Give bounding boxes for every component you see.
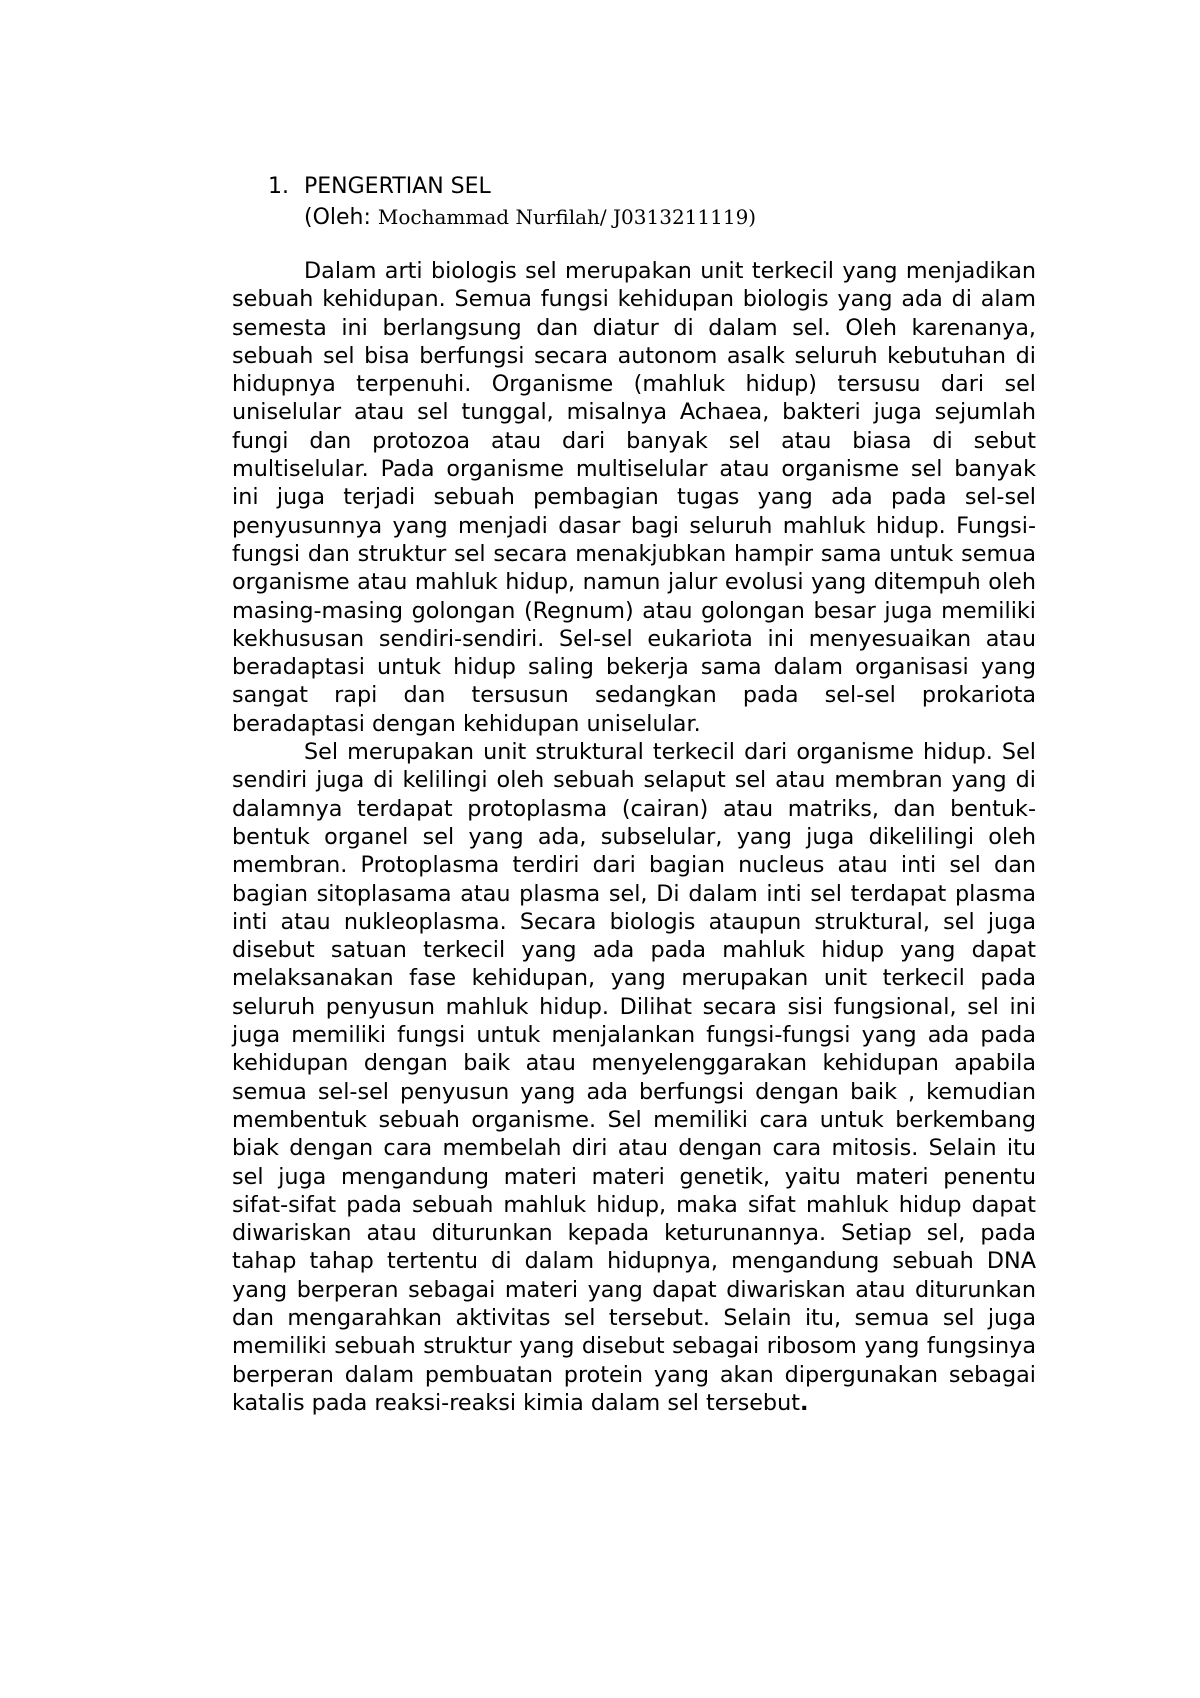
final-period: . <box>799 1389 809 1416</box>
section-heading <box>268 172 1048 233</box>
body-text <box>232 257 1036 1417</box>
paragraph-2 <box>232 738 1036 1417</box>
section-number: 1. <box>268 174 289 199</box>
paragraph-1: Dalam arti biologis sel merupakan unit terkecil yang menjadikan sebuah kehidupan. Semua fungsi kehidupan biologis yang ada di alam semesta ini berlangsung dan diatur di dalam sel. Oleh karenanya, sebuah sel bisa berfungsi secara autonom asalk seluruh kebutuhan di hidupnya terpenuhi. Organisme (mahluk hidup) tersusu dari sel uniselular atau sel tunggal, misalnya Achaea, bakteri juga sejumlah fungi dan protozoa atau dari banyak sel atau biasa di sebut multiselular. Pada organisme multiselular atau organisme sel banyak ini juga terjadi sebuah pembagian tugas yang ada pada sel-sel penyusunnya yang menjadi dasar bagi seluruh mahluk hidup. Fungsi-fungsi dan struktur sel secara menakjubkan hampir sama untuk semua organisme atau mahluk hidup, namun jalur evolusi yang ditempuh oleh masing-masing golongan (Regnum) atau golongan besar juga memiliki kekhususan sendiri-sendiri. Sel-sel eukariota ini menyesuaikan atau beradaptasi untuk hidup saling bekerja sama dalam organisasi yang sangat rapi dan tersusun sedangkan pada sel-sel prokariota beradaptasi dengan kehidupan uniselular. <box>232 258 1036 737</box>
section-title: PENGERTIAN SEL <box>304 174 491 199</box>
author-label: (Oleh: <box>304 205 371 230</box>
section-title-line <box>268 172 1048 202</box>
paragraph-2-text: Sel merupakan unit struktural terkecil dari organisme hidup. Sel sendiri juga di kelilingi oleh sebuah selaput sel atau membran yang di dalamnya terdapat protoplasma (cairan) atau matriks, dan bentuk-bentuk organel sel yang ada, subselular, yang juga dikelilingi oleh membran. Protoplasma terdiri dari bagian nucleus atau inti sel dan bagian sitoplasama atau plasma sel, Di dalam inti sel terdapat plasma inti atau nukleoplasma. Secara biologis ataupun struktural, sel juga disebut satuan terkecil yang ada pada mahluk hidup yang dapat melaksanakan fase kehidupan, yang merupakan unit terkecil pada seluruh penyusun mahluk hidup. Dilihat secara sisi fungsional, sel ini juga memiliki fungsi untuk menjalankan fungsi-fungsi yang ada pada kehidupan dengan baik atau menyelenggarakan kehidupan apabila semua sel-sel penyusun yang ada berfungsi dengan baik , kemudian membentuk sebuah organisme. Sel memiliki cara untuk berkembang biak dengan cara membelah diri atau dengan cara mitosis. Selain itu sel juga mengandung materi materi genetik, yaitu materi penentu sifat-sifat pada sebuah mahluk hidup, maka sifat mahluk hidup dapat diwariskan atau diturunkan kepada keturunannya. Setiap sel, pada tahap tahap tertentu di dalam hidupnya, mengandung sebuah DNA yang berperan sebagai materi yang dapat diwariskan atau diturunkan dan mengarahkan aktivitas sel tersebut. Selain itu, semua sel juga memiliki sebuah struktur yang disebut sebagai ribosom yang fungsinya berperan dalam pembuatan protein yang akan dipergunakan sebagai katalis pada reaksi-reaksi kimia dalam sel tersebut <box>232 739 1036 1416</box>
author-line <box>304 202 1048 233</box>
author-name: Mochammad Nurfilah/ J0313211119) <box>377 205 757 229</box>
